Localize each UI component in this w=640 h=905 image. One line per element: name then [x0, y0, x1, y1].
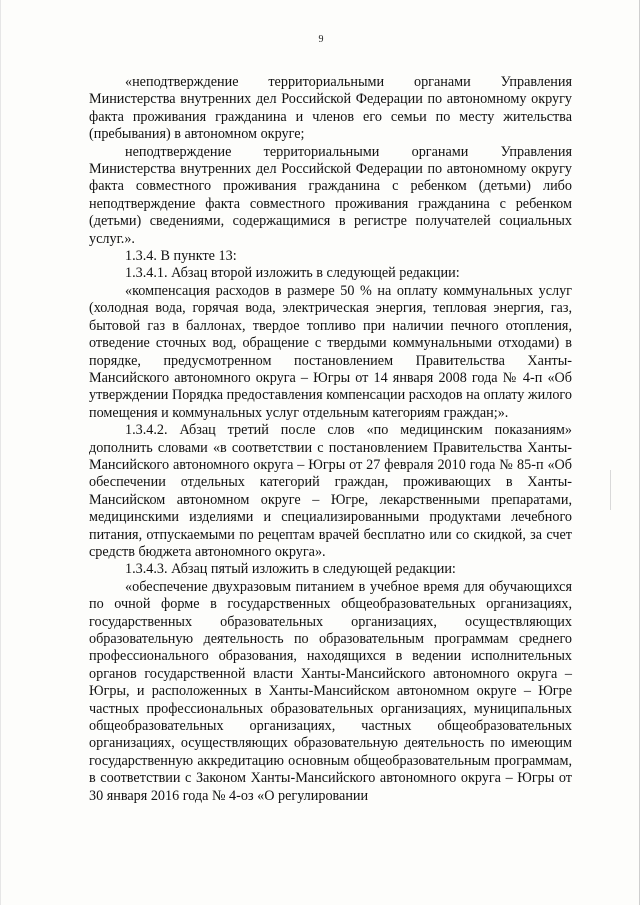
- paragraph-6: 1.3.4.2. Абзац третий после слов «по медицинским показаниям» дополнить словами «в соответствии с постановлением Правительства Ханты-Мансийского автономного округа – Югры от 27 февраля 2010 года № 85-п «Об обеспечении отдельных категорий граждан, проживающих в Ханты-Мансийском автономном округе – Югре, лекарственными препаратами, медицинскими изделиями и специализированными продуктами лечебного питания, отпускаемыми по рецептам врачей бесплатно или со скидкой, за счет средств бюджета автономного округа».: [89, 422, 572, 560]
- scan-edge-mark: [610, 470, 611, 510]
- document-body: [89, 74, 572, 805]
- paragraph-1: «неподтверждение территориальными органами Управления Министерства внутренних дел Российской Федерации по автономному округу факта проживания гражданина и членов его семьи по месту жительства (пребывания) в автономном округе;: [89, 74, 572, 143]
- paragraph-7: 1.3.4.3. Абзац пятый изложить в следующей редакции:: [125, 561, 456, 578]
- paragraph-2: неподтверждение территориальными органами Управления Министерства внутренних дел Российской Федерации по автономному округу факта совместного проживания гражданина с ребенком (детьми) либо неподтверждение факта совместного проживания гражданина с ребенком (детьми) сведениями, содержащимися в регистре получателей социальных услуг.».: [89, 143, 572, 247]
- paragraph-4: 1.3.4.1. Абзац второй изложить в следующей редакции:: [125, 265, 460, 282]
- paragraph-8: «обеспечение двухразовым питанием в учебное время для обучающихся по очной форме в государственных общеобразовательных организациях, государственных образовательных организациях, осуществляющих образовательную деятельность по образовательным программам среднего профессионального образования, находящихся в ведении исполнительных органов государственной власти Ханты-Мансийского автономного округа – Югры, и расположенных в Ханты-Мансийском автономном округе – Югре частных профессиональных образовательных организациях, муниципальных общеобразовательных организациях, частных общеобразовательных организациях, осуществляющих образовательную деятельность по имеющим государственную аккредитацию основным общеобразовательным программам, в соответствии с Законом Ханты-Мансийского автономного округа – Югры от 30 января 2016 года № 4-оз «О регулировании: [89, 578, 572, 804]
- paragraph-3: 1.3.4. В пункте 13:: [125, 248, 237, 265]
- paragraph-5: «компенсация расходов в размере 50 % на оплату коммунальных услуг (холодная вода, горячая вода, электрическая энергия, тепловая энергия, газ, бытовой газ в баллонах, твердое топливо при наличии печного отопления, отведение сточных вод, обращение с твердыми коммунальными отходами) в порядке, предусмотренном постановлением Правительства Ханты-Мансийского автономного округа – Югры от 14 января 2008 года № 4-п «Об утверждении Порядка предоставления компенсации расходов на оплату жилого помещения и коммунальных услуг отдельным категориям граждан;».: [89, 282, 572, 421]
- page-number: 9: [318, 34, 324, 45]
